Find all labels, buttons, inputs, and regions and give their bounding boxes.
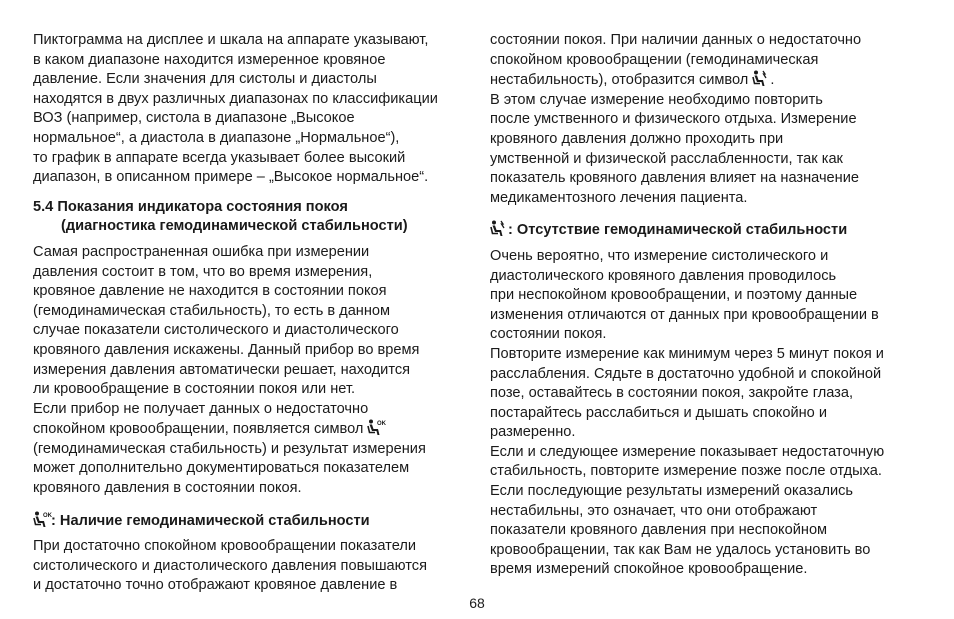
- text-line: показатели кровяного давления при неспокойном: [490, 522, 828, 539]
- stable-paragraph: [33, 537, 465, 596]
- right-column: [490, 31, 922, 580]
- seated-person-ok-icon: [33, 511, 50, 528]
- text-line: состоянии покоя.: [490, 326, 607, 343]
- subheading-line: [33, 511, 465, 532]
- text-line: кровяного давления должно проходить при: [490, 130, 784, 147]
- text-line: может дополнительно документироваться показателем: [33, 460, 410, 477]
- text-line: кровяного давления искажены. Данный прибор во время: [33, 341, 420, 358]
- text-line: давление. Если значения для систолы и диастолы: [33, 71, 377, 88]
- text-line: диапазон, в описанном примере – „Высокое нормальное“.: [33, 169, 429, 186]
- text-line: Если последующие результаты измерений оказались: [490, 483, 854, 500]
- text-line: нормальное“, а диастола в диапазоне „Нормальное“),: [33, 129, 400, 146]
- continued-paragraph: [490, 31, 922, 208]
- symbol-line-tail: .: [770, 72, 775, 89]
- text-line: и достаточно точно отображают кровяное давление в: [33, 577, 398, 594]
- subheading-text: : Наличие гемодинамической стабильности: [51, 512, 370, 529]
- text-line: Если и следующее измерение показывает недостаточную: [490, 443, 885, 460]
- seated-person-unstable-icon: [752, 70, 769, 87]
- text-line: стабильность, повторите измерение позже после отдыха.: [490, 463, 882, 480]
- text-line: Повторите измерение как минимум через 5 минут покоя и: [490, 345, 884, 362]
- text-line: позе, оставайтесь в состоянии покоя, закройте глаза,: [490, 385, 854, 402]
- text-line: Если прибор не получает данных о недостаточно: [33, 400, 369, 417]
- text-line: находятся в двух различных диапазонах по классификации: [33, 90, 438, 107]
- heading-line: (диагностика гемодинамической стабильности): [61, 218, 408, 235]
- text-line: Самая распространенная ошибка при измерении: [33, 243, 370, 260]
- text-line: при неспокойном кровообращении, и поэтому данные: [490, 287, 858, 304]
- symbol-line-text: спокойном кровообращении, появляется символ: [33, 421, 364, 438]
- intro-paragraph: [33, 31, 465, 188]
- text-line: (гемодинамическая стабильность) и результат измерения: [33, 440, 426, 457]
- text-line: состоянии покоя. При наличии данных о недостаточно: [490, 32, 862, 48]
- text-line: [33, 419, 465, 440]
- symbol-line-text: нестабильность), отобразится символ: [490, 72, 749, 89]
- subheading-line: [490, 220, 922, 241]
- text-line: Очень вероятно, что измерение систолического и: [490, 247, 829, 264]
- text-line: ВОЗ (например, систола в диапазоне „Высокое: [33, 110, 355, 127]
- page-number: 68: [469, 595, 485, 611]
- text-line: [490, 70, 922, 91]
- seated-person-ok-icon: [367, 419, 387, 436]
- text-line: медикаментозного лечения пациента.: [490, 189, 748, 206]
- text-line: показатель кровяного давления влияет на назначение: [490, 170, 859, 187]
- unstable-paragraph: [490, 247, 922, 580]
- text-line: постарайтесь расслабиться и дышать спокойно и: [490, 404, 828, 421]
- text-line: кровяного давления в состоянии покоя.: [33, 480, 302, 497]
- text-line: систолического и диастолического давления повышаются: [33, 557, 427, 574]
- text-line: случае показатели систолического и диастолического: [33, 322, 399, 339]
- text-line: умственной и физической расслабленности, так как: [490, 150, 843, 167]
- text-line: измерения давления автоматически решает, находится: [33, 361, 411, 378]
- text-line: после умственного и физического отдыха. Измерение: [490, 111, 857, 128]
- text-line: Пиктограмма на дисплее и шкала на аппарате указывают,: [33, 32, 429, 48]
- text-line: расслабления. Сядьте в достаточно удобной и спокойной: [490, 365, 882, 382]
- text-line: размеренно.: [490, 424, 576, 441]
- subheading-unstable: [490, 220, 922, 241]
- subheading-text: : Отсутствие гемодинамической стабильности: [508, 222, 848, 239]
- text-line: то график в аппарате всегда указывает более высокий: [33, 149, 406, 166]
- section-heading: [33, 198, 465, 237]
- text-line: спокойном кровообращении (гемодинамическая: [490, 51, 819, 68]
- text-line: ли кровообращение в состоянии покоя или нет.: [33, 381, 356, 398]
- text-line: давления состоит в том, что во время измерения,: [33, 263, 373, 280]
- seated-person-unstable-icon: [490, 220, 507, 237]
- body-paragraph: [33, 243, 465, 499]
- text-line: диастолического кровяного давления проводилось: [490, 267, 837, 284]
- left-column: [33, 31, 465, 596]
- svg-text:OK: OK: [43, 512, 52, 519]
- text-line: время измерений спокойное кровообращение.: [490, 561, 808, 578]
- text-line: нестабильны, это означает, что они отображают: [490, 502, 818, 519]
- text-line: (гемодинамическая стабильность), то есть в данном: [33, 302, 391, 319]
- text-line: кровяное давление не находится в состоянии покоя: [33, 283, 387, 300]
- text-line: в каком диапазоне находится измеренное кровяное: [33, 51, 386, 68]
- text-line: кровообращении, так как Вам не удалось установить во: [490, 541, 871, 558]
- text-line: В этом случае измерение необходимо повторить: [490, 91, 823, 108]
- subheading-stable: [33, 511, 465, 532]
- heading-line: 5.4 Показания индикатора состояния покоя: [33, 198, 348, 215]
- text-line: изменения отличаются от данных при кровообращении в: [490, 306, 879, 323]
- svg-text:OK: OK: [377, 421, 387, 428]
- text-line: При достаточно спокойном кровообращении показатели: [33, 538, 416, 555]
